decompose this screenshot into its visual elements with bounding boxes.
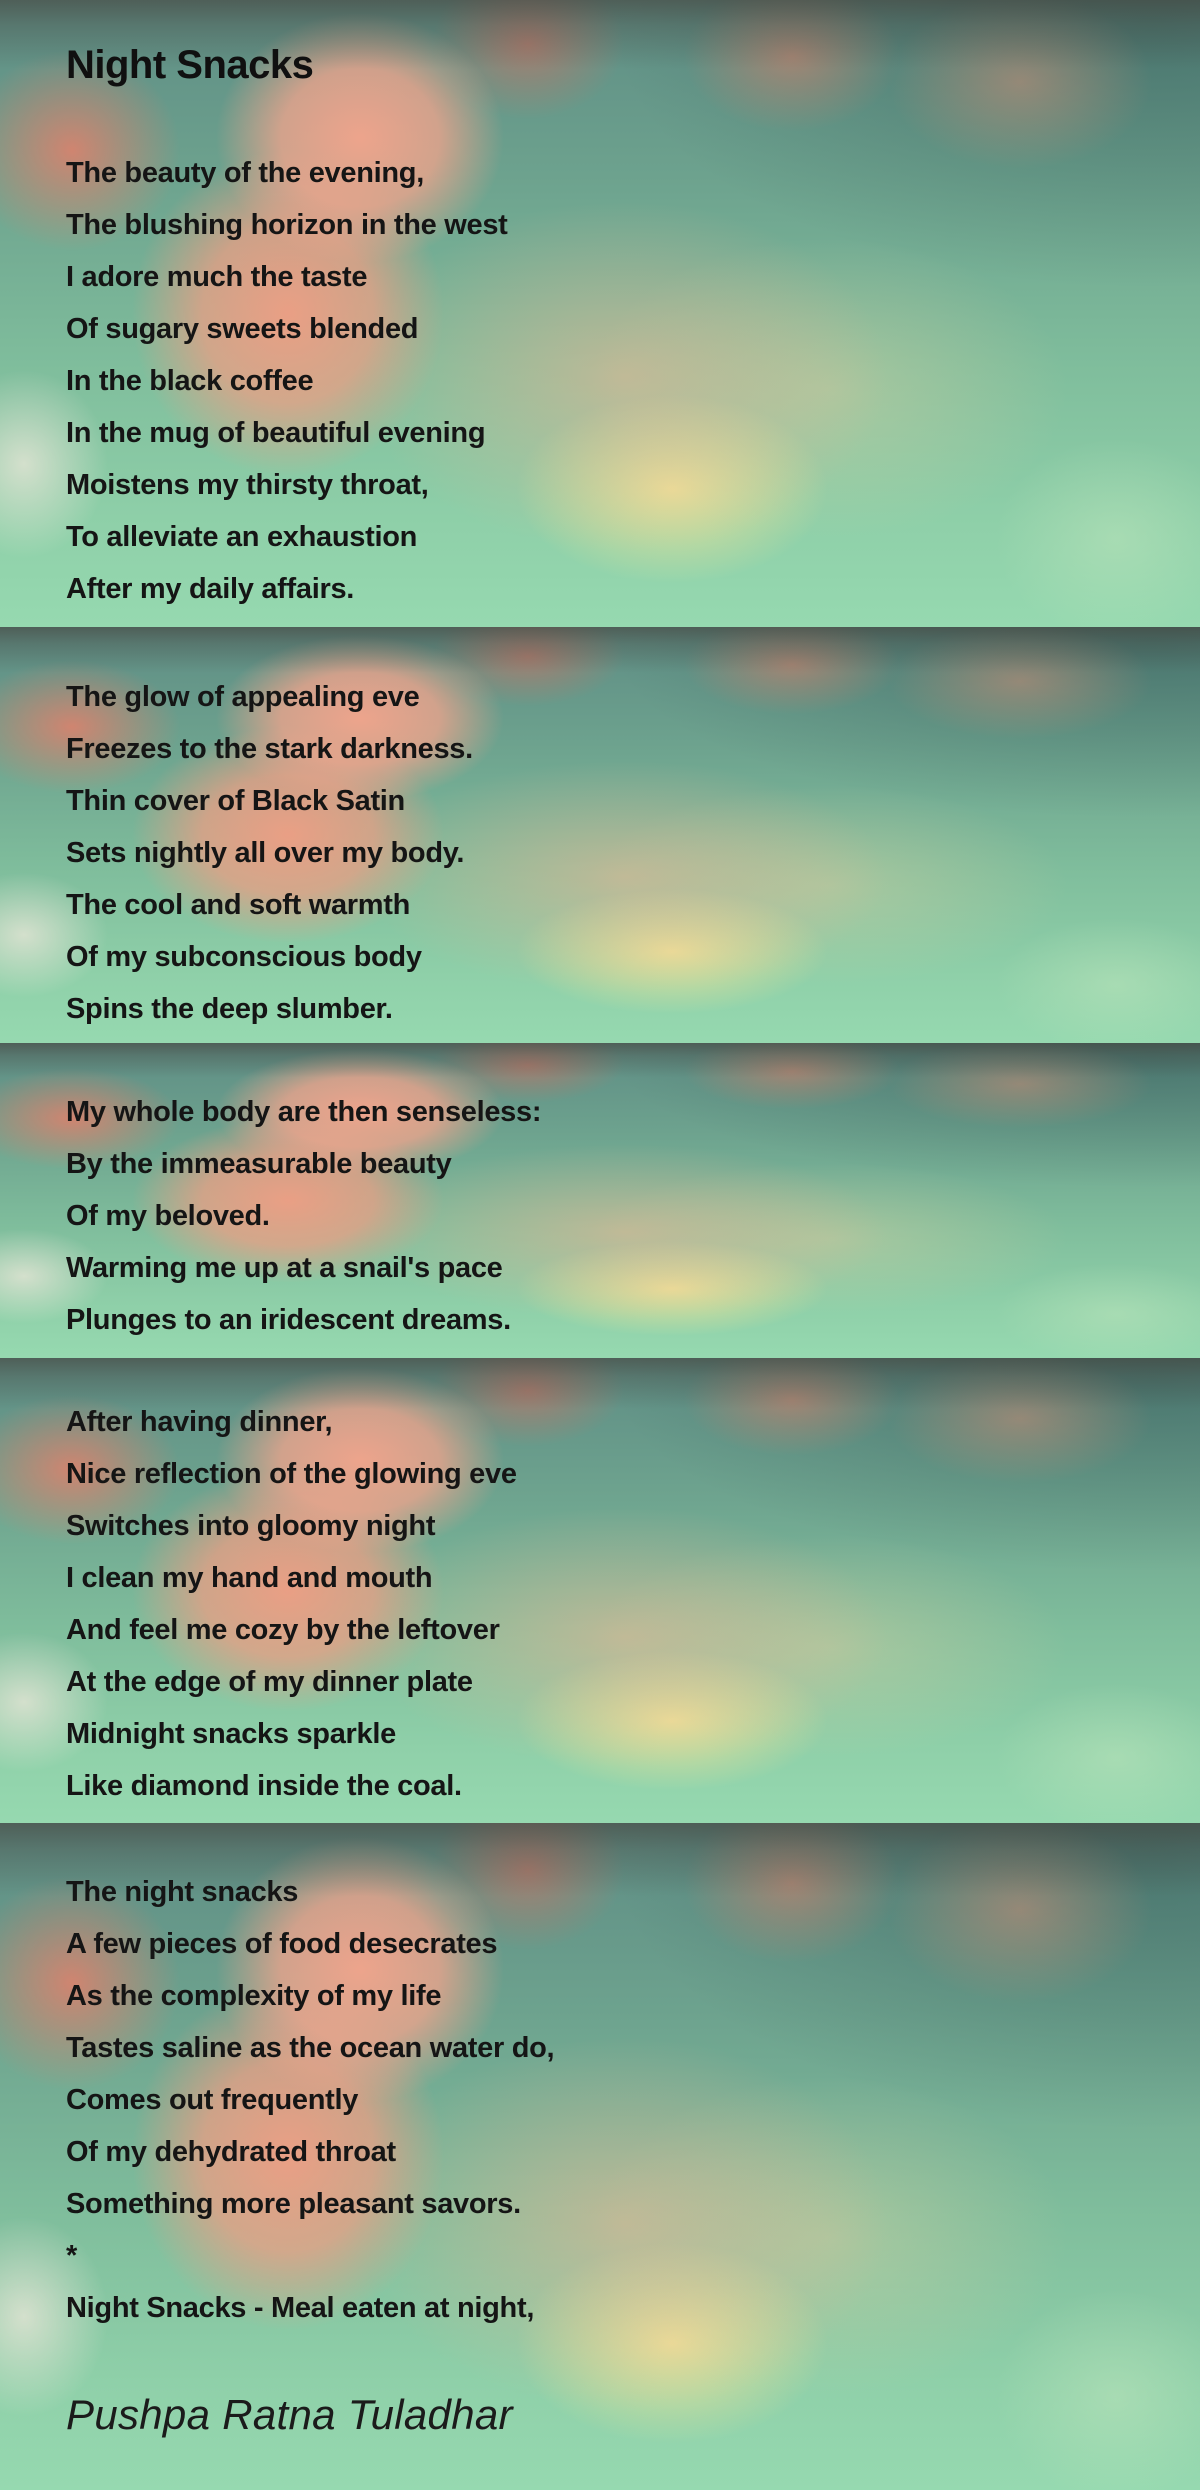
poem-line: Like diamond inside the coal.: [66, 1770, 462, 1802]
poem-line: The night snacks: [66, 1876, 299, 1908]
poem-line: After my daily affairs.: [66, 573, 355, 605]
poem-line: Freezes to the stark darkness.: [66, 733, 473, 765]
poem-line: Something more pleasant savors.: [66, 2188, 521, 2220]
stanza-2: [66, 627, 1160, 1035]
stanza-1: [66, 88, 1160, 615]
poem-line: Spins the deep slumber.: [66, 993, 393, 1025]
poem-line: I adore much the taste: [66, 261, 368, 293]
poem-line: A few pieces of food desecrates: [66, 1928, 498, 1960]
poem-line: The glow of appealing eve: [66, 681, 420, 713]
poem-line: Of sugary sweets blended: [66, 313, 419, 345]
poem-line: Of my subconscious body: [66, 941, 422, 973]
footnote-definition: Night Snacks - Meal eaten at night,: [66, 2292, 535, 2324]
background-band-3: [0, 1043, 1200, 1358]
poem-line: Nice reflection of the glowing eve: [66, 1458, 517, 1490]
poem-line: As the complexity of my life: [66, 1980, 442, 2012]
poem-line: And feel me cozy by the leftover: [66, 1614, 500, 1646]
poem-line: Sets nightly all over my body.: [66, 837, 465, 869]
poem-line: I clean my hand and mouth: [66, 1562, 433, 1594]
poem-line: The beauty of the evening,: [66, 157, 424, 189]
poem-line: Comes out frequently: [66, 2084, 359, 2116]
background-band-5: [0, 1823, 1200, 2490]
poem-line: The cool and soft warmth: [66, 889, 411, 921]
stanza-4: [66, 1358, 1160, 1812]
poem-line: My whole body are then senseless:: [66, 1096, 542, 1128]
background-band-2: [0, 627, 1200, 1043]
background-band-4: [0, 1358, 1200, 1823]
author-signature: Pushpa Ratna Tuladhar: [66, 2391, 513, 2438]
poem-line: By the immeasurable beauty: [66, 1148, 452, 1180]
poem-line: Midnight snacks sparkle: [66, 1718, 396, 1750]
footnote-asterisk: *: [66, 2240, 77, 2272]
poem-line: To alleviate an exhaustion: [66, 521, 418, 553]
poem-line: Moistens my thirsty throat,: [66, 469, 429, 501]
poem-line: Tastes saline as the ocean water do,: [66, 2032, 555, 2064]
poem-line: The blushing horizon in the west: [66, 209, 508, 241]
poem-line: In the mug of beautiful evening: [66, 417, 486, 449]
poem-title: Night Snacks: [66, 43, 314, 87]
poem-line: Thin cover of Black Satin: [66, 785, 405, 817]
poem-line: After having dinner,: [66, 1406, 333, 1438]
stanza-3: [66, 1043, 1160, 1346]
stanza-5: [66, 1823, 1160, 2334]
poem-line: At the edge of my dinner plate: [66, 1666, 473, 1698]
background-band-1: [0, 0, 1200, 627]
poem-line: Warming me up at a snail's pace: [66, 1252, 503, 1284]
poem-line: Of my beloved.: [66, 1200, 270, 1232]
poem-line: Of my dehydrated throat: [66, 2136, 396, 2168]
poem-line: In the black coffee: [66, 365, 314, 397]
poem-line: Switches into gloomy night: [66, 1510, 436, 1542]
poem-line: Plunges to an iridescent dreams.: [66, 1304, 511, 1336]
